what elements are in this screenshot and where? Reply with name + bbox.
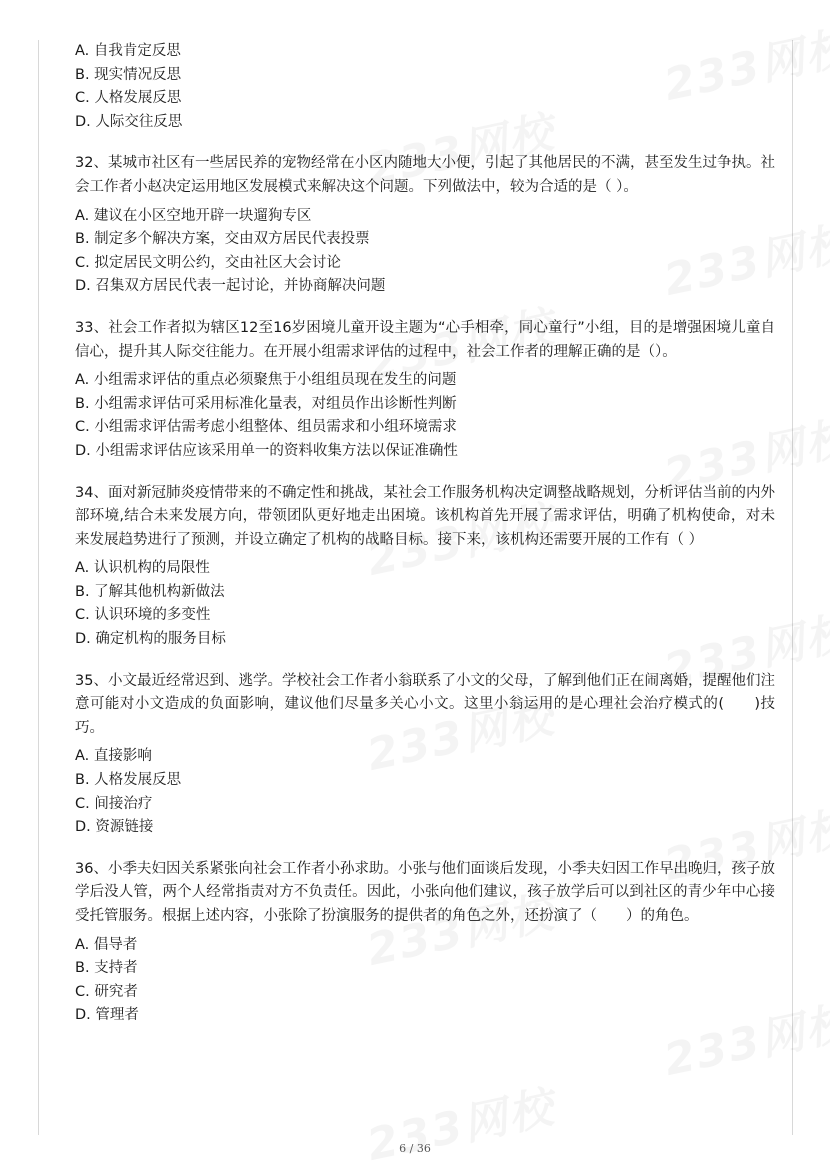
option: A. 倡导者 bbox=[75, 936, 138, 953]
option: A. 建议在小区空地开辟一块遛狗专区 bbox=[75, 207, 312, 224]
option: A. 认识机构的局限性 bbox=[75, 560, 210, 577]
option: B. 了解其他机构新做法 bbox=[75, 583, 225, 600]
option: C. 间接治疗 bbox=[75, 795, 153, 812]
question-stem: 32、某城市社区有一些居民养的宠物经常在小区内随地大小便，引起了其他居民的不满，甚至发生过争执。社会工作者小赵决定运用地区发展模式来解决这个问题。下列做法中，较为合适的是（ ）。 bbox=[75, 155, 775, 195]
option: C. 拟定居民文明公约，交由社区大会讨论 bbox=[75, 254, 341, 271]
option: A. 小组需求评估的重点必须聚焦于小组组员现在发生的问题 bbox=[75, 372, 457, 389]
option: B. 人格发展反思 bbox=[75, 772, 182, 789]
option: D. 管理者 bbox=[75, 1007, 139, 1024]
option: B. 支持者 bbox=[75, 960, 138, 977]
option: D. 人际交往反思 bbox=[75, 113, 183, 130]
option: C. 认识环境的多变性 bbox=[75, 607, 211, 624]
question-stem: 34、面对新冠肺炎疫情带来的不确定性和挑战，某社会工作服务机构决定调整战略规划，分析评估当前的内外部环境,结合未来发展方向，带领团队更好地走出困境。该机构首先开展了需求评估，明确了机构使命，对未来发展趋势进行了预测，并设立确定了机构的战略目标。接下来，该机构还需要开展的工作有（ ） bbox=[75, 484, 775, 548]
question-stem: 33、社会工作者拟为辖区12至16岁困境儿童开设主题为“心手相牵，同心童行”小组，目的是增强困境儿童自信心，提升其人际交往能力。在开展小组需求评估的过程中，社会工作者的理解正确的是（）。 bbox=[75, 319, 775, 360]
question-32 bbox=[75, 152, 775, 299]
question-stem: 36、小季夫妇因关系紧张向社会工作者小孙求助。小张与他们面谈后发现，小季夫妇因工作早出晚归，孩子放学后没人管，两个人经常指责对方不负责任。因此，小张向他们建议，孩子放学后可以到社区的青少年中心接受托管服务。根据上述内容，小张除了扮演服务的提供者的角色之外，还扮演了（ ）的角色。 bbox=[75, 860, 775, 924]
page-number: 6 / 36 bbox=[399, 1142, 431, 1155]
option: A. 直接影响 bbox=[75, 748, 152, 765]
option: A. 自我肯定反思 bbox=[75, 43, 181, 59]
option: D. 召集双方居民代表一起讨论，并协商解决问题 bbox=[75, 278, 386, 295]
option: C. 人格发展反思 bbox=[75, 90, 182, 107]
option: D. 小组需求评估应该采用单一的资料收集方法以保证准确性 bbox=[75, 442, 458, 459]
option: C. 研究者 bbox=[75, 983, 138, 1000]
option: D. 资源链接 bbox=[75, 819, 154, 836]
option: C. 小组需求评估需考虑小组整体、组员需求和小组环境需求 bbox=[75, 419, 457, 436]
page-edge-left bbox=[38, 40, 39, 1135]
option: D. 确定机构的服务目标 bbox=[75, 631, 226, 648]
question-33 bbox=[75, 317, 775, 464]
option: B. 制定多个解决方案，交由双方居民代表投票 bbox=[75, 231, 370, 248]
q31-options bbox=[75, 40, 775, 134]
watermark-logo bbox=[360, 1071, 559, 1173]
question-34 bbox=[75, 482, 775, 652]
question-stem: 35、小文最近经常迟到、逃学。学校社会工作者小翁联系了小文的父母，了解到他们正在闹离婚，提醒他们注意可能对小文造成的负面影响，建议他们尽量多关心小文。这里小翁运用的是心理社会治疗模式的( )技巧。 bbox=[75, 672, 775, 736]
question-36 bbox=[75, 858, 775, 1028]
option: B. 小组需求评估可采用标准化量表，对组员作出诊断性判断 bbox=[75, 395, 457, 412]
document-body bbox=[75, 40, 775, 1028]
question-35 bbox=[75, 670, 775, 840]
option: B. 现实情况反思 bbox=[75, 66, 182, 83]
page-edge-right bbox=[792, 40, 793, 1135]
